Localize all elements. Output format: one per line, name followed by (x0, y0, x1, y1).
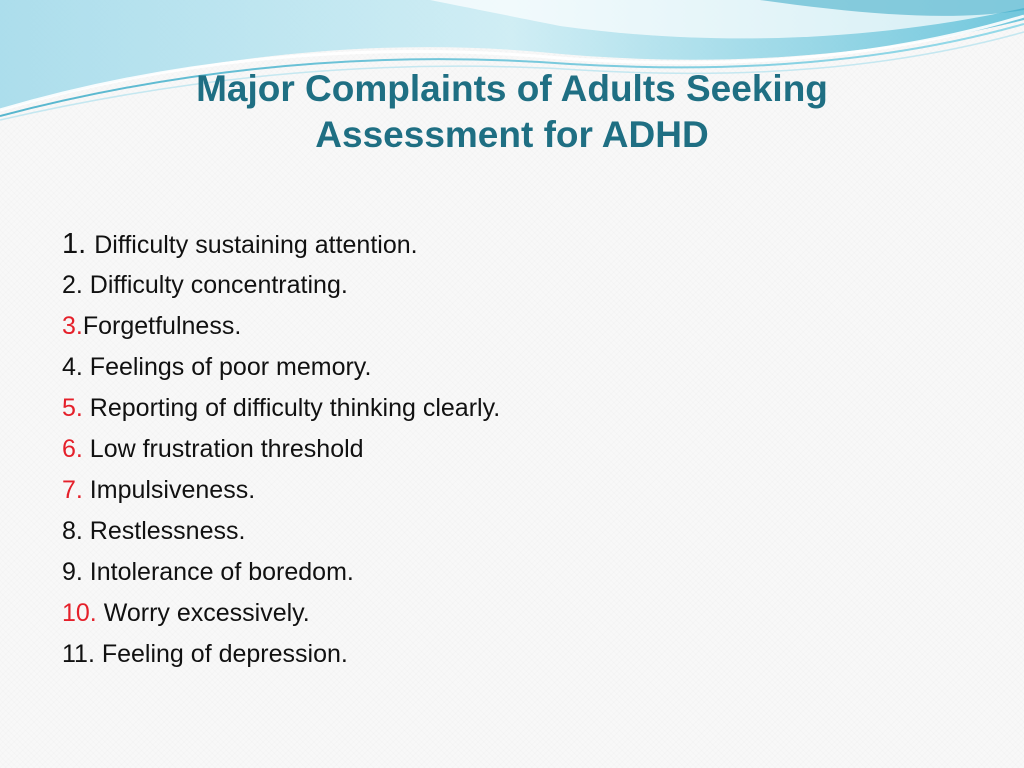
list-item-number: 4. (62, 353, 90, 381)
list-item-text: Low frustration threshold (89, 435, 364, 463)
list-item-text: Restlessness. (89, 517, 246, 545)
list-item-text: Forgetfulness. (82, 312, 242, 340)
list-item (62, 347, 500, 388)
list-item-number: 11. (62, 640, 102, 668)
slide-title-line-1: Major Complaints of Adults Seeking (196, 68, 828, 109)
list-item-number: 10. (62, 599, 104, 627)
list-item-text: Feeling of depression. (101, 640, 348, 668)
list-item-text: Reporting of difficulty thinking clearly. (89, 394, 501, 422)
list-item (62, 634, 500, 675)
list-item (62, 470, 500, 511)
list-item-text: Intolerance of boredom. (89, 558, 354, 586)
list-item-number: 2. (62, 271, 90, 299)
list-item-number: 6. (62, 435, 90, 463)
list-item (62, 511, 500, 552)
list-item-text: Difficulty sustaining attention. (94, 231, 418, 259)
list-item (62, 306, 500, 347)
list-item (62, 593, 500, 634)
list-item-number: 1. (62, 228, 95, 260)
slide-title (112, 66, 912, 158)
list-item-text: Worry excessively. (103, 599, 310, 627)
list-item (62, 388, 500, 429)
list-item (62, 552, 500, 593)
list-item-number: 9. (62, 558, 90, 586)
list-item-number: 5. (62, 394, 90, 422)
list-item (62, 265, 500, 306)
list-item-number: 8. (62, 517, 90, 545)
complaints-list (62, 224, 500, 675)
list-item-text: Difficulty concentrating. (89, 271, 348, 299)
list-item (62, 429, 500, 470)
list-item-number: 3. (62, 312, 83, 340)
list-item-text: Feelings of poor memory. (89, 353, 372, 381)
list-item-number: 7. (62, 476, 90, 504)
slide-title-line-2: Assessment for ADHD (315, 114, 709, 155)
list-item (62, 224, 500, 265)
list-item-text: Impulsiveness. (89, 476, 256, 504)
